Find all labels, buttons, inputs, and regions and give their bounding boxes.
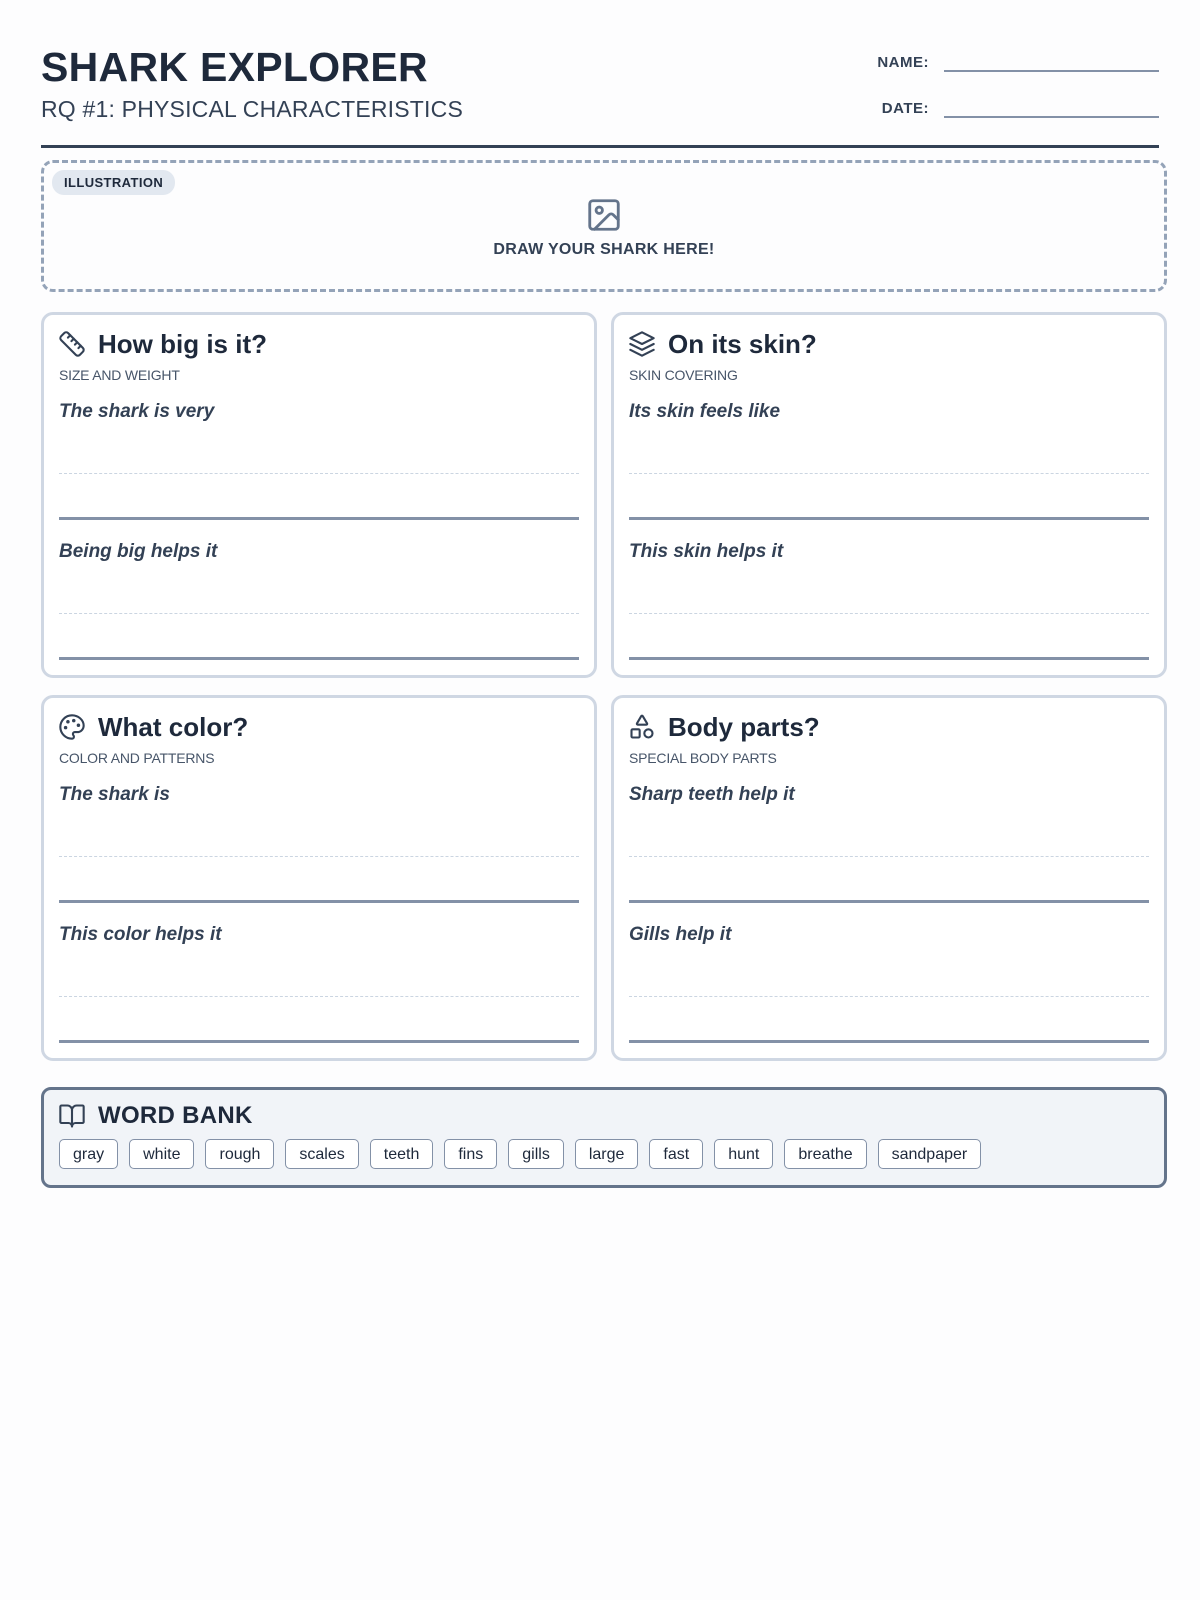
prompt-text: Sharp teeth help it [629,784,795,805]
writing-line[interactable] [629,1040,1149,1043]
word-chip-list [59,1139,992,1169]
card-subtitle: SKIN COVERING [629,367,738,383]
shapes-icon [628,713,656,741]
card-subtitle: SPECIAL BODY PARTS [629,750,777,766]
worksheet-header [41,0,1159,148]
writing-line[interactable] [59,900,579,903]
layers-icon [628,330,656,358]
card-subtitle: SIZE AND WEIGHT [59,367,180,383]
prompt-text: The shark is very [59,401,215,422]
card-color [41,695,597,1061]
word-chip: rough [205,1139,274,1169]
word-chip: gills [508,1139,564,1169]
card-title: How big is it? [98,328,267,359]
date-field[interactable] [869,98,1159,122]
date-line[interactable] [944,116,1159,118]
illustration-area[interactable] [41,160,1167,292]
writing-guide-line[interactable] [59,856,579,857]
writing-guide-line[interactable] [59,996,579,997]
writing-guide-line[interactable] [629,996,1149,997]
card-title: What color? [98,711,249,742]
word-bank [41,1087,1167,1188]
writing-line[interactable] [59,1040,579,1043]
writing-line[interactable] [629,517,1149,520]
card-title: On its skin? [668,328,817,359]
writing-line[interactable] [59,517,579,520]
prompt-text: Its skin feels like [629,401,781,422]
writing-guide-line[interactable] [629,856,1149,857]
illustration-prompt: DRAW YOUR SHARK HERE! [493,241,715,258]
illustration-badge: ILLUSTRATION [52,170,175,195]
prompt-text: This skin helps it [629,541,784,562]
word-chip: sandpaper [878,1139,982,1169]
writing-guide-line[interactable] [59,613,579,614]
palette-icon [58,713,86,741]
word-chip: scales [285,1139,358,1169]
writing-line[interactable] [59,657,579,660]
writing-line[interactable] [629,657,1149,660]
word-chip: gray [59,1139,118,1169]
card-subtitle: COLOR AND PATTERNS [59,750,215,766]
prompt-text: This color helps it [59,924,222,945]
ruler-icon [58,330,86,358]
prompt-text: Being big helps it [59,541,218,562]
page-title: SHARK EXPLORER [41,44,428,90]
date-label: DATE: [881,100,929,117]
word-chip: teeth [370,1139,434,1169]
word-chip: large [575,1139,639,1169]
prompt-text: Gills help it [629,924,732,945]
writing-guide-line[interactable] [629,473,1149,474]
word-bank-title: WORD BANK [98,1102,253,1129]
card-body-parts [611,695,1167,1061]
word-chip: fins [444,1139,497,1169]
name-label: NAME: [877,54,929,71]
name-line[interactable] [944,70,1159,72]
page-subtitle: RQ #1: PHYSICAL CHARACTERISTICS [41,96,463,122]
word-chip: hunt [714,1139,773,1169]
word-chip: white [129,1139,194,1169]
writing-line[interactable] [629,900,1149,903]
card-title: Body parts? [668,711,820,742]
card-size [41,312,597,678]
word-chip: fast [649,1139,703,1169]
name-field[interactable] [869,52,1159,76]
word-chip: breathe [784,1139,866,1169]
image-icon [585,196,623,234]
open-book-icon [58,1102,86,1130]
prompt-text: The shark is [59,784,170,805]
writing-guide-line[interactable] [629,613,1149,614]
card-skin [611,312,1167,678]
writing-guide-line[interactable] [59,473,579,474]
